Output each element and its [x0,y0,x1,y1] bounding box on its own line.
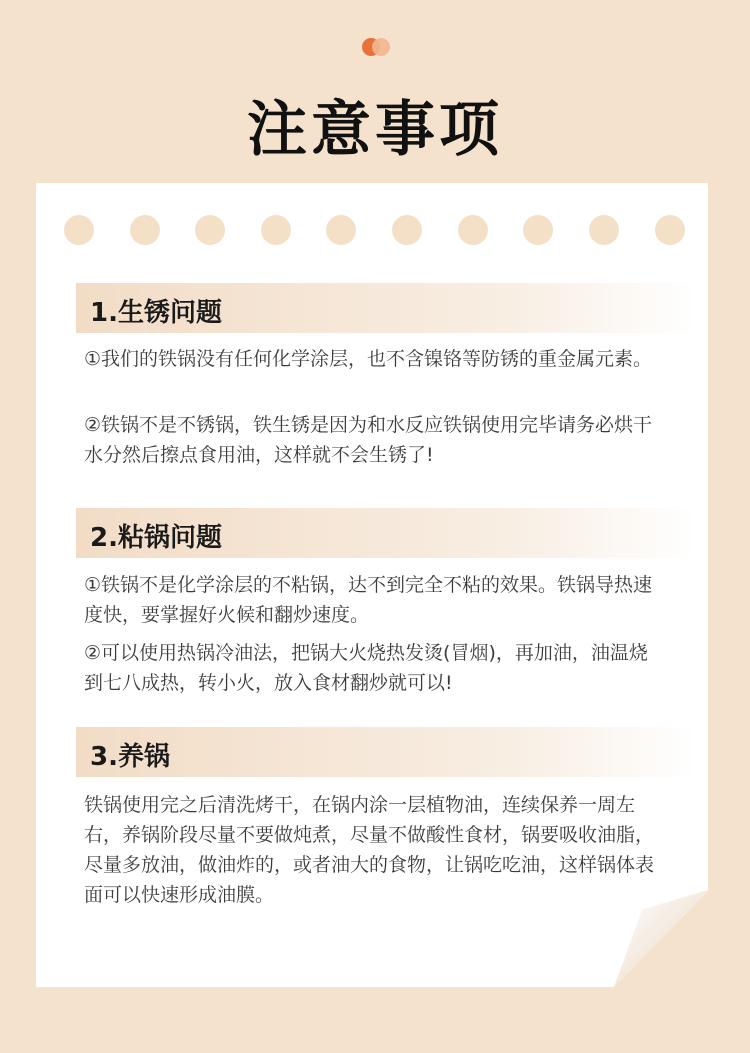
section-header-rust [76,283,696,333]
binder-hole-icon [64,215,94,245]
binder-hole-icon [458,215,488,245]
paragraph: ①我们的铁锅没有任何化学涂层，也不含镍铬等防锈的重金属元素。 [84,348,653,370]
paragraph: ②可以使用热锅冷油法，把锅大火烧热发烫(冒烟)，再加油，油温烧到七八成热，转小火，放入食材翻炒就可以! [84,642,648,694]
peach-dot-icon [372,38,390,56]
binder-hole-icon [523,215,553,245]
paragraph: ②铁锅不是不锈锅，铁生锈是因为和水反应铁锅使用完毕请务必烘干水分然后擦点食用油，这样就不会生锈了! [84,414,653,466]
paragraph: ①铁锅不是化学涂层的不粘锅，达不到完全不粘的效果。铁锅导热速度快，要掌握好火候和翻炒速度。 [84,574,653,626]
binder-hole-icon [655,215,685,245]
section-header-seasoning [76,727,696,777]
binder-hole-icon [195,215,225,245]
binder-holes [36,215,708,247]
binder-hole-icon [130,215,160,245]
binder-hole-icon [392,215,422,245]
section-heading: 3.养锅 [90,742,170,772]
page-title: 注意事项 [247,95,503,165]
section-heading: 1.生锈问题 [90,298,222,328]
binder-hole-icon [261,215,291,245]
decorative-dots-icon [362,38,392,58]
section-heading: 2.粘锅问题 [90,523,222,553]
section-header-sticking [76,508,696,558]
paragraph: 铁锅使用完之后清洗烤干，在锅内涂一层植物油，连续保养一周左右，养锅阶段尽量不要做炖煮，尽量不做酸性食材，锅要吸收油脂，尽量多放油，做油炸的，或者油大的食物，让锅吃吃油，这样锅体表面可以快速形成油膜。 [84,794,655,906]
binder-hole-icon [589,215,619,245]
binder-hole-icon [326,215,356,245]
